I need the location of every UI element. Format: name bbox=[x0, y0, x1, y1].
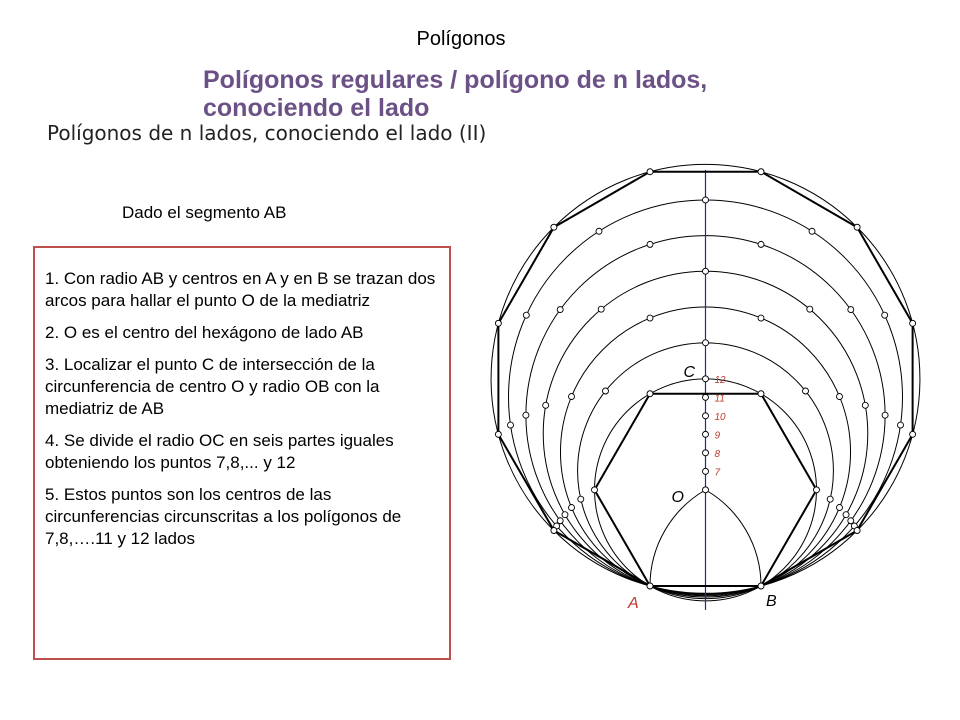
vertex-11-2 bbox=[508, 422, 514, 428]
center-label-11: 11 bbox=[714, 393, 725, 405]
step-5: 5. Estos puntos son los centros de las circunferencias circunscritas a los polígonos de 7,8,….11 y 12 lados bbox=[45, 485, 402, 548]
vertex-8-1 bbox=[569, 505, 575, 511]
vertex-8-4 bbox=[758, 315, 764, 321]
vertex-9-5 bbox=[807, 306, 813, 312]
center-label-9: 9 bbox=[714, 430, 721, 442]
vertex-6-4 bbox=[814, 487, 820, 493]
point-o bbox=[703, 487, 709, 493]
label-a: A bbox=[628, 595, 639, 612]
vertex-10-8 bbox=[848, 518, 854, 524]
vertex-6-3 bbox=[758, 391, 764, 397]
step-2: 2. O es el centro del hexágono de lado AB bbox=[45, 323, 364, 342]
vertex-11-8 bbox=[897, 422, 903, 428]
vertex-7-1 bbox=[578, 496, 584, 502]
vertex-10-2 bbox=[523, 412, 529, 418]
vertex-8-2 bbox=[569, 394, 575, 400]
vertex-12-2 bbox=[495, 431, 501, 437]
center-point-11 bbox=[703, 394, 709, 400]
vertex-8-3 bbox=[647, 315, 653, 321]
vertex-12-5 bbox=[647, 169, 653, 175]
section-title: Polígonos bbox=[416, 28, 506, 50]
vertex-7-4 bbox=[803, 388, 809, 394]
vertex-9-3 bbox=[598, 306, 604, 312]
vertex-12-4 bbox=[551, 224, 557, 230]
center-point-10 bbox=[703, 413, 709, 419]
vertex-9-7 bbox=[843, 512, 849, 518]
vertex-12-10 bbox=[854, 528, 860, 534]
vertex-8-5 bbox=[836, 394, 842, 400]
vertex-a bbox=[647, 583, 653, 589]
vertex-6-1 bbox=[592, 487, 598, 493]
arc-from-a bbox=[706, 490, 762, 586]
vertex-11-6 bbox=[809, 228, 815, 234]
vertex-9-2 bbox=[543, 402, 549, 408]
vertex-11-5 bbox=[703, 197, 709, 203]
center-point-9 bbox=[703, 431, 709, 437]
vertex-12-8 bbox=[910, 320, 916, 326]
center-point-12 bbox=[703, 376, 709, 382]
center-point-8 bbox=[703, 450, 709, 456]
vertex-9-4 bbox=[703, 268, 709, 274]
vertex-8-6 bbox=[836, 505, 842, 511]
vertex-11-4 bbox=[596, 228, 602, 234]
vertex-12-1 bbox=[551, 528, 557, 534]
step-4: 4. Se divide el radio OC en seis partes iguales obteniendo los puntos 7,8,... y 12 bbox=[45, 431, 394, 472]
vertex-10-4 bbox=[647, 241, 653, 247]
center-label-12: 12 bbox=[714, 374, 726, 386]
vertex-12-3 bbox=[495, 320, 501, 326]
vertex-b bbox=[758, 583, 764, 589]
vertex-11-7 bbox=[882, 312, 888, 318]
vertex-10-5 bbox=[758, 241, 764, 247]
center-label-7: 7 bbox=[714, 467, 721, 479]
vertex-7-3 bbox=[703, 340, 709, 346]
center-label-10: 10 bbox=[714, 411, 726, 423]
center-point-7 bbox=[703, 468, 709, 474]
center-label-8: 8 bbox=[714, 448, 721, 460]
vertex-10-3 bbox=[557, 307, 563, 313]
vertex-10-6 bbox=[848, 307, 854, 313]
page-subtitle: Polígonos de n lados, conociendo el lado (II) bbox=[47, 121, 487, 145]
step-1: 1. Con radio AB y centros en A y en B se trazan dos arcos para hallar el punto O de la mediatriz bbox=[45, 269, 436, 310]
vertex-7-2 bbox=[602, 388, 608, 394]
vertex-9-1 bbox=[562, 512, 568, 518]
vertex-6-2 bbox=[647, 391, 653, 397]
vertex-10-1 bbox=[557, 518, 563, 524]
vertex-12-7 bbox=[854, 224, 860, 230]
page-title: Polígonos regulares / polígono de n lados, conociendo el lado bbox=[203, 66, 708, 122]
vertex-12-9 bbox=[910, 431, 916, 437]
vertex-9-6 bbox=[862, 402, 868, 408]
step-3: 3. Localizar el punto C de intersección de la circunferencia de centro O y radio OB con la mediatriz de AB bbox=[45, 355, 380, 418]
vertex-10-7 bbox=[882, 412, 888, 418]
vertex-7-5 bbox=[827, 496, 833, 502]
vertex-11-3 bbox=[523, 312, 529, 318]
given-statement: Dado el segmento AB bbox=[122, 203, 287, 222]
vertex-12-6 bbox=[758, 169, 764, 175]
label-c: C bbox=[683, 363, 696, 381]
label-o: O bbox=[671, 488, 684, 506]
label-b: B bbox=[766, 593, 777, 610]
